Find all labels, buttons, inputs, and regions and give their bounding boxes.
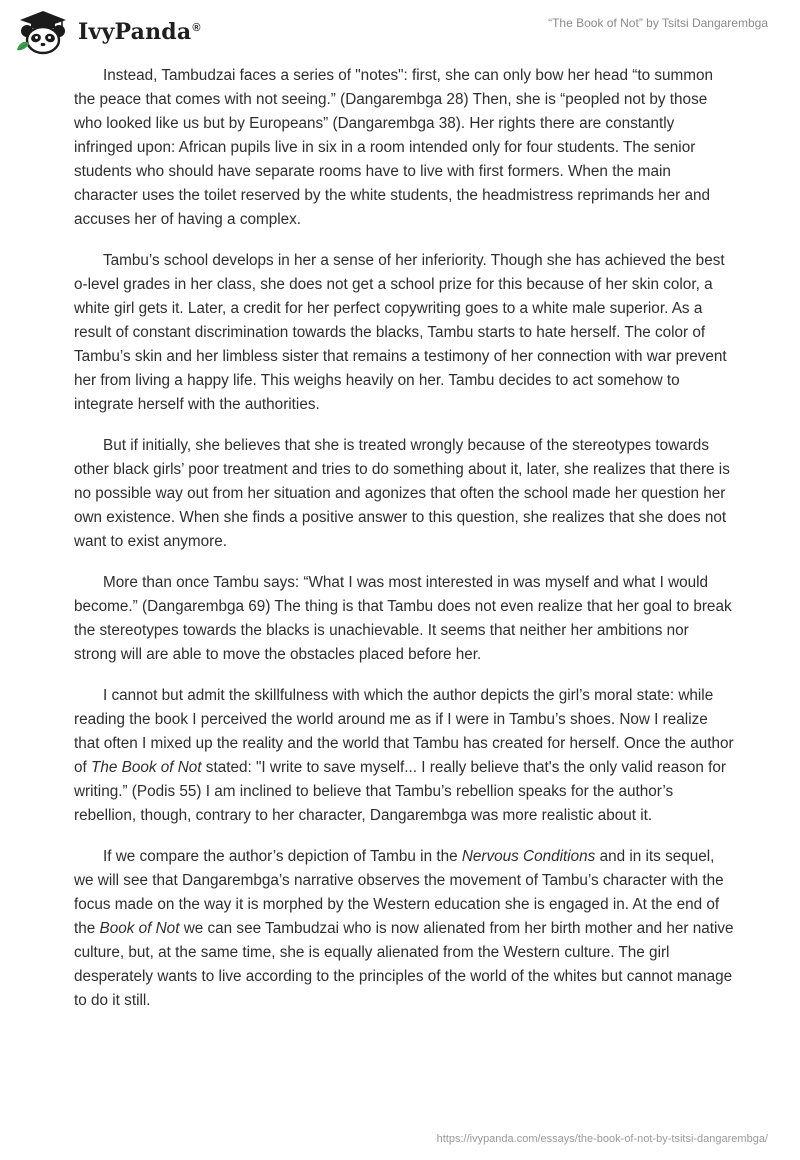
paragraph-text: and in its sequel, we will see that Dangarembga’s narrative observes the movement of Tambu’s character with the focus made on the way it is morphed by the Western education she is engaged in. At the end of the [74,848,724,937]
book-title-italic: Book of Not [99,920,180,937]
paragraph-3 [74,434,734,554]
paragraph-text: we can see Tambudzai who is now alienated from her birth mother and her native culture, but, at the same time, she is equally alienated from the Western culture. The girl desperately wants to live according to the principles of the world of the whites but cannot manage to do it still. [74,920,734,1009]
paragraph-1 [74,64,734,232]
paragraph-5 [74,684,734,828]
logo-text: IvyPanda® [78,19,201,45]
paragraph-text: Instead, Tambudzai faces a series of "notes": first, she can only bow her head “to summon the peace that comes with not seeing.” (Dangarembga 28) Then, she is “peopled not by those who looked like us but by Europeans” (Dangarembga 38). Her rights there are constantly infringed upon: African pupils live in six in a room intended only for four students. The senior students who should have separate rooms have to live with first formers. When the main character uses the toilet reserved by the white students, the headmistress reprimands her and accuses her of having a complex. [74,67,714,228]
book-title-italic: The Book of Not [91,759,202,776]
paragraph-text: I cannot but admit the skillfulness with which the author depicts the girl’s moral state: while reading the book I perceived the world around me as if I were in Tambu’s shoes. Now I realize that often I mixed up the reality and the world that Tambu has created for herself. Once the author of [74,687,734,776]
paragraph-2 [74,249,734,417]
essay-body [74,64,734,1030]
book-title-italic: Nervous Conditions [461,848,596,865]
panda-graduate-icon [14,8,72,56]
paragraph-text: stated: "I write to save myself... I really believe that's the only valid reason for writing.” (Podis 55) I am inclined to believe that Tambu’s rebellion speaks for the author’s rebellion, though, contrary to her character, Dangarembga was more realistic about it. [74,759,726,824]
paragraph-6 [74,845,734,1013]
paragraph-4 [74,571,734,667]
paragraph-text: More than once Tambu says: “What I was most interested in was myself and what I would become.” (Dangarembga 69) The thing is that Tambu does not even realize that her goal to break the stereotypes towards the blacks is unachievable. It seems that neither her ambitions nor strong will are able to move the obstacles placed before her. [74,574,732,663]
page-header [0,0,800,64]
paragraph-text: But if initially, she believes that she is treated wrongly because of the stereotypes towards other black girls’ poor treatment and tries to do something about it, later, she realizes that there is no possible way out from her situation and agonizes that often the school made her question her own existence. When she finds a positive answer to this question, she realizes that she does not want to exist anymore. [74,437,730,550]
paragraph-text: Tambu’s school develops in her a sense of her inferiority. Though she has achieved the best o-level grades in her class, she does not get a school prize for this because of her skin color, a white girl gets it. Later, a credit for her perfect copywriting goes to a white male superior. As a result of constant discrimination towards the blacks, Tambu starts to hate herself. The color of Tambu’s skin and her limbless sister that remains a testimony of her connection with war prevent her from living a happy life. This weighs heavily on her. Tambu decides to act somehow to integrate herself with the authorities. [74,252,727,413]
source-url[interactable]: https://ivypanda.com/essays/the-book-of-not-by-tsitsi-dangarembga/ [436,1133,768,1145]
paragraph-text: If we compare the author’s depiction of Tambu in the [103,848,462,865]
document-title: “The Book of Not” by Tsitsi Dangarembga [548,16,768,30]
registered-mark: ® [192,21,201,34]
logo[interactable] [14,8,201,56]
